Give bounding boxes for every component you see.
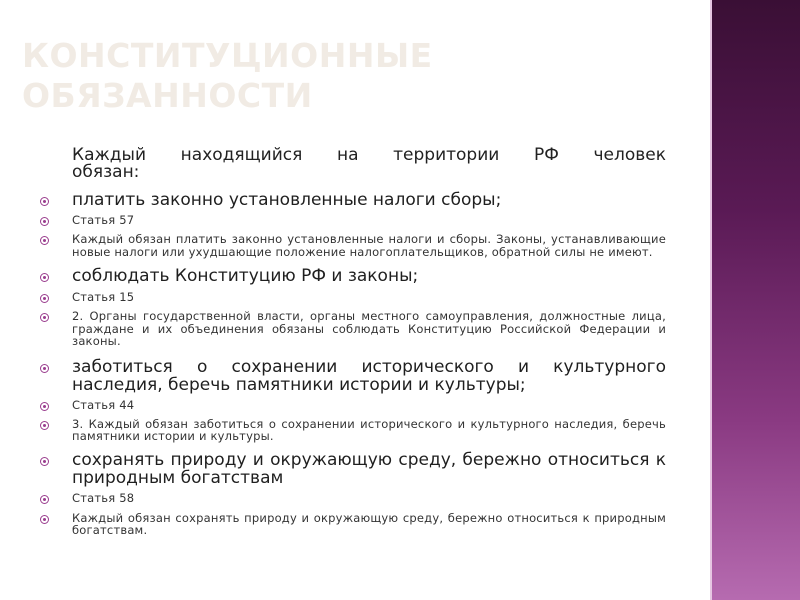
bullet-icon [40,197,49,206]
bullet-icon [40,421,49,430]
list-item-article-15-text [38,310,666,348]
article-label: Статья 44 [72,397,135,412]
bullet-icon [40,515,49,524]
list-item-article-44 [38,399,666,412]
list-item-duty-constitution [38,267,666,285]
duty-text: платить законно установленные налоги сборы; [72,190,502,210]
list-item-duty-heritage [38,358,666,394]
duty-text: сохранять природу и окружающую среду, бережно относиться к природным богатствам [72,449,666,488]
slide-content [38,147,666,537]
decorative-side-panel [712,0,800,600]
list-item-article-57 [38,214,666,227]
list-item-duty-nature [38,451,666,487]
list-item-article-58-text [38,512,666,537]
bullet-icon [40,313,49,322]
slide-title-line-2: ОБЯЗАННОСТИ [22,76,313,115]
bullet-icon [40,273,49,282]
article-text: Каждый обязан сохранять природу и окружающую среду, бережно относиться к природным богатствам. [72,510,666,537]
bullet-icon [40,236,49,245]
bullet-icon [40,364,49,373]
slide-title [22,36,542,116]
list-item-article-15 [38,291,666,304]
article-label: Статья 58 [72,490,135,505]
article-label: Статья 57 [72,213,135,227]
bullet-icon [40,495,49,504]
list-item-article-57-text [38,233,666,258]
intro-line-1: Каждый находящийся на территории РФ человек [72,145,666,165]
list-item-duty-taxes [38,191,666,209]
duty-text: заботиться о сохранении исторического и культурного наследия, беречь памятники истории и культуры; [72,356,666,395]
intro-line-2: обязан: [72,162,140,182]
article-text: Каждый обязан платить законно установленные налоги и сборы. Законы, устанавливающие новые налоги или ухудшающие положение налогоплательщиков, обратной силы не имеют. [72,232,666,259]
article-label: Статья 15 [72,290,135,304]
list-item-article-58 [38,492,666,505]
bullet-icon [40,294,49,303]
bullet-icon [40,402,49,411]
intro-text [72,147,666,181]
duty-text: соблюдать Конституцию РФ и законы; [72,266,419,286]
list-item-article-44-text [38,418,666,443]
bullet-icon [40,217,49,226]
bullet-icon [40,457,49,466]
article-text: 2. Органы государственной власти, органы местного самоуправления, должностные лица, граждане и их объединения обязаны соблюдать Конституцию Российской Федерации и законы. [72,309,666,348]
slide-title-line-1: КОНСТИТУЦИОННЫЕ [22,36,433,75]
article-text: 3. Каждый обязан заботиться о сохранении исторического и культурного наследия, беречь памятники истории и культуры. [72,416,666,443]
